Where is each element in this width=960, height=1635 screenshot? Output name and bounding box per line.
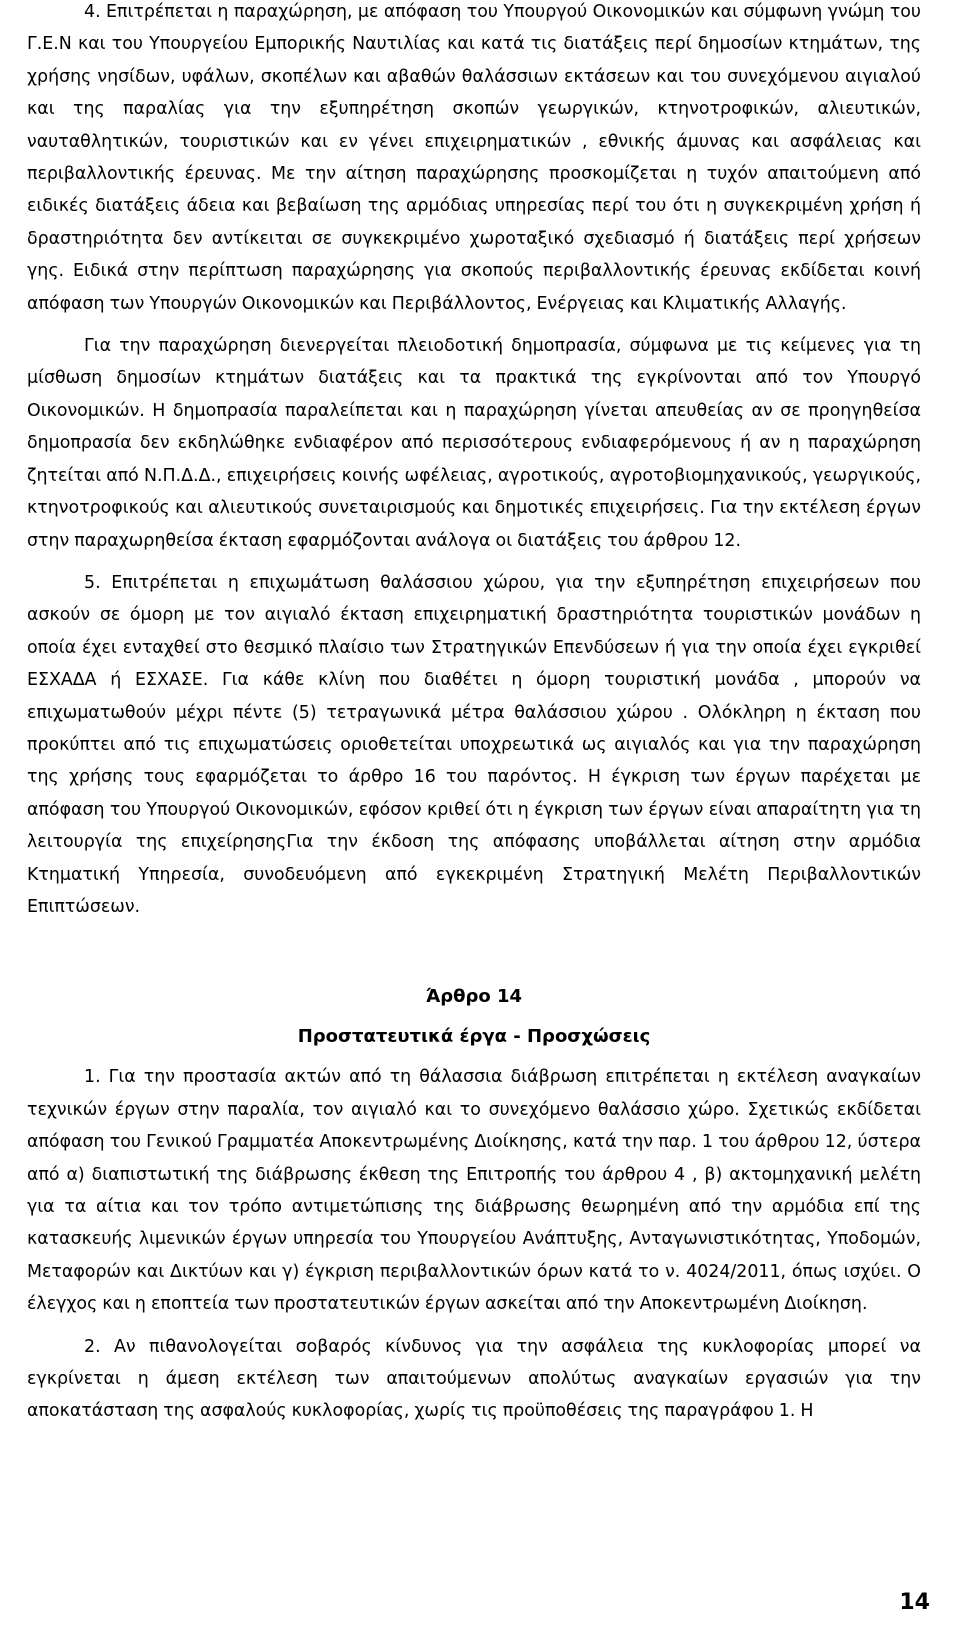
document-page (27, 0, 921, 1428)
paragraph-auction: Για την παραχώρηση διενεργείται πλειοδοτική δημοπρασία, σύμφωνα με τις κείμενες για τη μίσθωση δημοσίων κτημάτων διατάξεις και τα πρακτικά της εγκρίνονται από τον Υπουργό Οικονομικών. Η δημοπρασία παραλείπεται και η παραχώρηση γίνεται απευθείας αν σε προηγηθείσα δημοπρασία δεν εκδηλώθηκε ενδιαφέρον από περισσότερους ενδιαφερόμενους ή αν η παραχώρηση ζητείται από Ν.Π.Δ.Δ., επιχειρήσεις κοινής ωφέλειας, αγροτικούς, αγροτοβιομηχανικούς, γεωργικούς, κτηνοτροφικούς και αλιευτικούς συνεταιρισμούς και δημοτικές επιχειρήσεις. Για την εκτέλεση έργων στην παραχωρηθείσα έκταση εφαρμόζονται ανάλογα οι διατάξεις του άρθρου 12. (27, 336, 921, 551)
article-number: Άρθρο 14 (425, 986, 523, 1008)
paragraph-4: 4. Επιτρέπεται η παραχώρηση, με απόφαση του Υπουργού Οικονομικών και σύμφωνη γνώμη του Γ.Ε.Ν και του Υπουργείου Εμπορικής Ναυτιλίας και κατά τις διατάξεις περί δημοσίων κτημάτων, της χρήσης νησίδων, υφάλων, σκοπέλων και αβαθών θαλάσσιων εκτάσεων και του συνεχόμενου αιγιαλού και της παραλίας για την εξυπηρέτηση σκοπών γεωργικών, κτηνοτροφικών, αλιευτικών, ναυταθλητικών, τουριστικών και εν γένει επιχειρηματικών , εθνικής άμυνας και ασφάλειας και περιβαλλοντικής έρευνας. Με την αίτηση παραχώρησης προσκομίζεται η τυχόν απαιτούμενη από ειδικές διατάξεις άδεια και βεβαίωση της αρμόδιας υπηρεσίας περί του ότι η συγκεκριμένη χρήση ή δραστηριότητα δεν αντίκειται σε συγκεκριμένο χωροταξικό σχεδιασμό ή διατάξεις περί χρήσεων γης. Ειδικά στην περίπτωση παραχώρησης για σκοπούς περιβαλλοντικής έρευνας εκδίδεται κοινή απόφαση των Υπουργών Οικονομικών και Περιβάλλοντος, Ενέργειας και Κλιματικής Αλλαγής. (27, 2, 921, 314)
article-paragraph-1: 1. Για την προστασία ακτών από τη θάλασσια διάβρωση επιτρέπεται η εκτέλεση αναγκαίων τεχνικών έργων στην παραλία, τον αιγιαλό και το συνεχόμενο θαλάσσιο χώρο. Σχετικώς εκδίδεται απόφαση του Γενικού Γραμματέα Αποκεντρωμένης Διοίκησης, κατά την παρ. 1 του άρθρου 12, ύστερα από α) διαπιστωτική της διάβρωσης έκθεση της Επιτροπής του άρθρου 4 , β) ακτομηχανική μελέτη για τα αίτια και τον τρόπο αντιμετώπισης της διάβρωσης θεωρημένη από την αρμόδια επί της κατασκευής λιμενικών έργων υπηρεσία του Υπουργείου Ανάπτυξης, Ανταγωνιστικότητας, Υποδομών, Μεταφορών και Δικτύων και γ) έγκριση περιβαλλοντικών όρων κατά το ν. 4024/2011, όπως ισχύει. Ο έλεγχος και η εποπτεία των προστατευτικών έργων ασκείται από την Αποκεντρωμένη Διοίκηση. (27, 1067, 921, 1315)
paragraph-5: 5. Επιτρέπεται η επιχωμάτωση θαλάσσιου χώρου, για την εξυπηρέτηση επιχειρήσεων που ασκούν σε όμορη με τον αιγιαλό έκταση επιχειρηματική δραστηριότητα τουριστικών μονάδων η οποία έχει ενταχθεί στο θεσμικό πλαίσιο των Στρατηγικών Επενδύσεων ή για την οποία έχει εγκριθεί ΕΣΧΑΔΑ ή ΕΣΧΑΣΕ. Για κάθε κλίνη που διαθέτει η όμορη τουριστική μονάδα , μπορούν να επιχωματωθούν μέχρι πέντε (5) τετραγωνικά μέτρα θαλάσσιου χώρου . Ολόκληρη η έκταση που προκύπτει από τις επιχωματώσεις οριοθετείται υποχρεωτικά ως αιγιαλός και για την παραχώρηση της χρήσης τους εφαρμόζεται το άρθρο 16 του παρόντος. Η έγκριση των έργων παρέχεται με απόφαση του Υπουργού Οικονομικών, εφόσον κριθεί ότι η έγκριση των έργων είναι απαραίτητη για τη λειτουργία της επιχείρησηςΓια την έκδοση της απόφασης υποβάλλεται αίτηση στην αρμόδια Κτηματική Υπηρεσία, συνοδευόμενη από εγκεκριμένη Στρατηγική Μελέτη Περιβαλλοντικών Επιπτώσεων. (27, 572, 921, 917)
article-title: Προστατευτικά έργα - Προσχώσεις (297, 1026, 651, 1048)
article-paragraph-2: 2. Αν πιθανολογείται σοβαρός κίνδυνος για την ασφάλεια της κυκλοφορίας μπορεί να εγκρίνεται η άμεση εκτέλεση των απαιτούμενων απολύτως αναγκαίων εργασιών για την αποκατάσταση της ασφαλούς κυκλοφορίας, χωρίς τις προϋποθέσεις της παραγράφου 1. Η (27, 1336, 921, 1422)
page-number: 14 (899, 1590, 930, 1615)
